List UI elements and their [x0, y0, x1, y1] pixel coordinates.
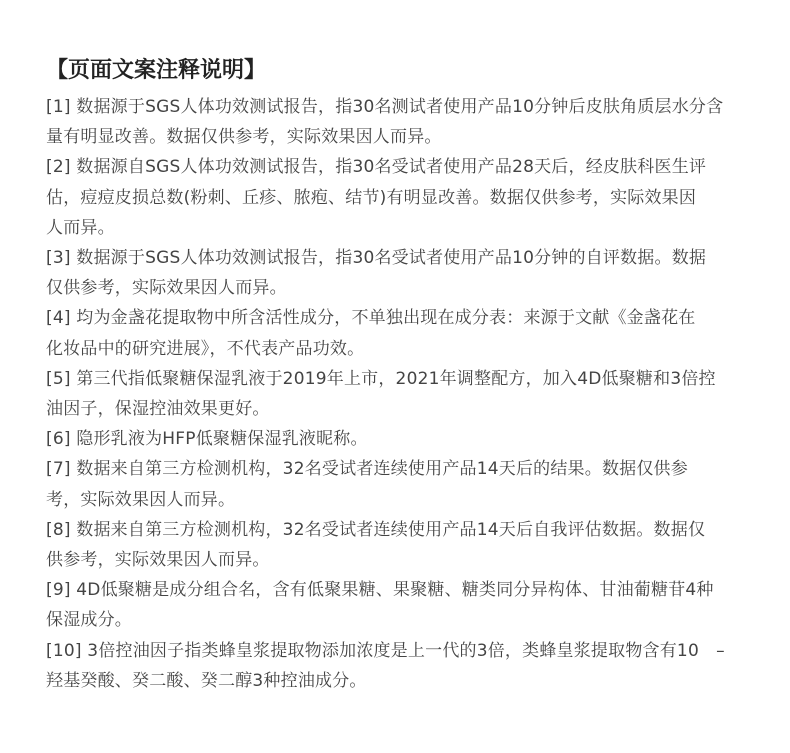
note-3-line-1: [3] 数据源于SGS人体功效测试报告，指30名受试者使用产品10分钟的自评数据。数据: [46, 248, 707, 269]
note-6-line-1: [6] 隐形乳液为HFP低聚糖保湿乳液昵称。: [46, 429, 368, 450]
note-3-line-2: 仅供参考，实际效果因人而异。: [46, 278, 287, 299]
note-1-line-1: [1] 数据源于SGS人体功效测试报告，指30名测试者使用产品10分钟后皮肤角质层水分含: [46, 97, 724, 117]
note-1-line-2: 量有明显改善。数据仅供参考，实际效果因人而异。: [46, 127, 442, 148]
note-8-line-2: 供参考，实际效果因人而异。: [46, 550, 270, 571]
note-2-line-1: [2] 数据源自SGS人体功效测试报告，指30名受试者使用产品28天后，经皮肤科医生评: [46, 157, 707, 178]
note-9-line-2: 保湿成分。: [46, 610, 132, 631]
page-title: 【页面文案注释说明】: [46, 58, 267, 83]
note-10-line-2: 羟基癸酸、癸二酸、癸二醇3种控油成分。: [46, 670, 367, 691]
note-10-line-1: [10] 3倍控油因子指类蜂皇浆提取物添加浓度是上一代的3倍，类蜂皇浆提取物含有10 –: [46, 640, 725, 661]
note-5-line-1: [5] 第三代指低聚糖保湿乳液于2019年上市，2021年调整配方，加入4D低聚糖和3倍控: [46, 368, 716, 389]
note-5-line-2: 油因子，保湿控油效果更好。: [46, 399, 270, 420]
note-2-line-2: 估，痘痘皮损总数(粉刺、丘疹、脓疱、结节)有明显改善。数据仅供参考，实际效果因: [46, 187, 697, 208]
note-8-line-1: [8] 数据来自第三方检测机构，32名受试者连续使用产品14天后自我评估数据。数据仅: [46, 519, 706, 540]
note-9-line-1: [9] 4D低聚糖是成分组合名，含有低聚果糖、果聚糖、糖类同分异构体、甘油葡糖苷4种: [46, 580, 714, 601]
note-7-line-2: 考，实际效果因人而异。: [46, 489, 236, 510]
notes-list: [46, 92, 746, 696]
note-4-line-2: 化妆品中的研究进展》，不代表产品功效。: [46, 338, 365, 359]
note-2-line-3: 人而异。: [46, 217, 115, 238]
note-7-line-1: [7] 数据来自第三方检测机构，32名受试者连续使用产品14天后的结果。数据仅供参: [46, 459, 688, 480]
note-4-line-1: [4] 均为金盏花提取物中所含活性成分，不单独出现在成分表：来源于文献《金盏花在: [46, 308, 696, 329]
